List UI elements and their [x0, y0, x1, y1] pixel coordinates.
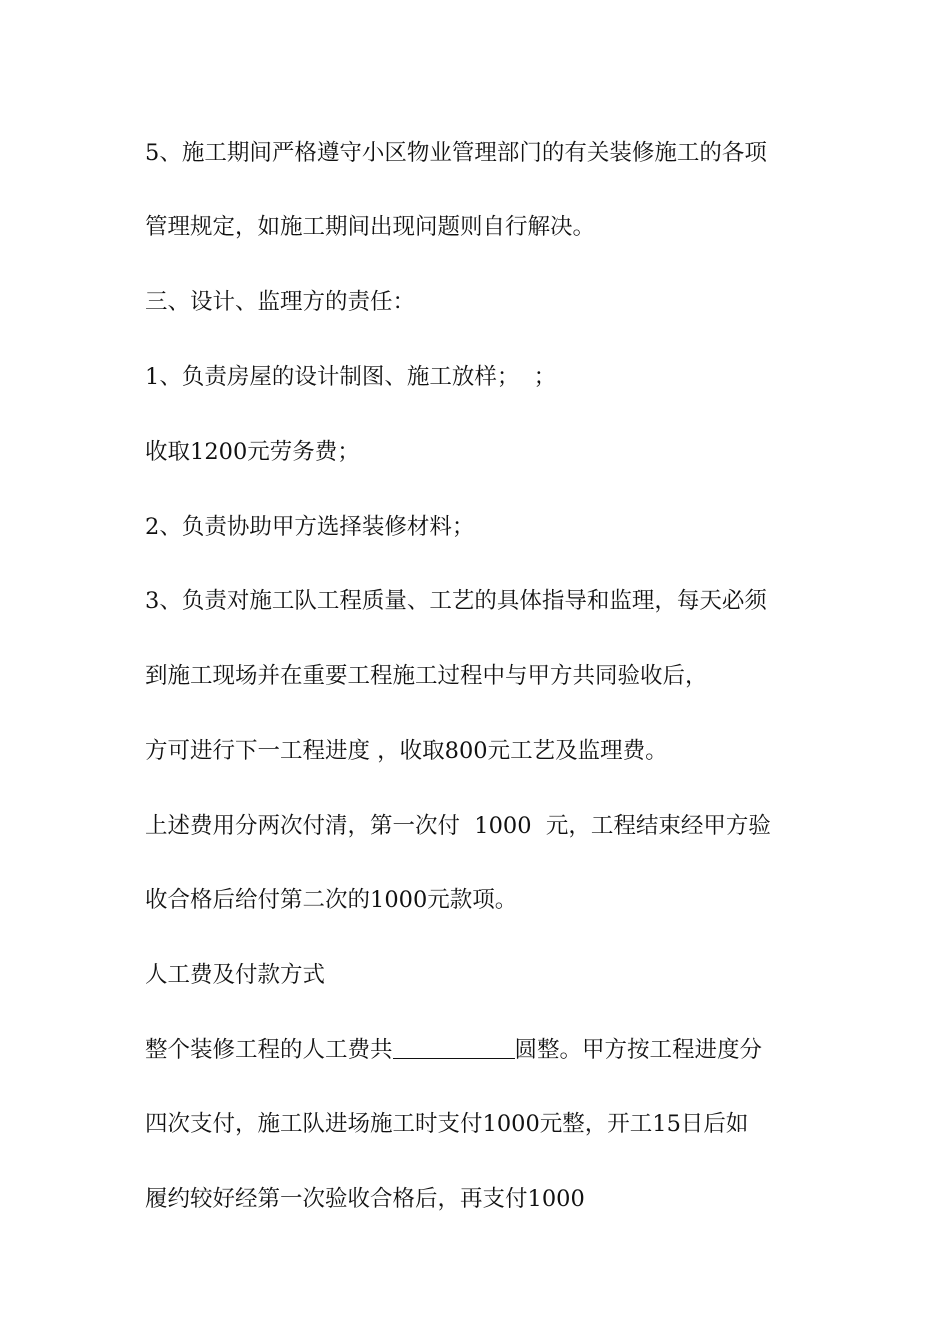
paragraph-line-item-3: 3、负责对施工队工程质量、工艺的具体指导和监理，每天必须	[145, 588, 767, 614]
paragraph-line-payment-terms: 上述费用分两次付清，第一次付 1000 元，工程结束经甲方验	[145, 813, 771, 839]
paragraph-line-item-1: 1、负责房屋的设计制图、施工放样； ；	[145, 364, 557, 390]
section-heading-labor-fee: 人工费及付款方式	[145, 962, 326, 988]
paragraph-line-item-2: 2、负责协助甲方选择装修材料；	[145, 514, 475, 540]
paragraph-line-fee-1200: 收取1200元劳务费；	[145, 439, 360, 465]
labor-total-text-after: 圆整。甲方按工程进度分	[514, 1037, 763, 1063]
paragraph-line-clause-5: 5、施工期间严格遵守小区物业管理部门的有关装修施工的各项	[145, 140, 767, 166]
labor-total-text: 整个装修工程的人工费共	[145, 1037, 393, 1063]
blank-amount-field	[393, 1038, 515, 1059]
section-heading-design-supervision: 三、设计、监理方的责任：	[145, 289, 416, 315]
paragraph-line-second-payment: 履约较好经第一次验收合格后，再支付1000	[145, 1186, 585, 1212]
paragraph-line-labor-total	[145, 1035, 762, 1065]
paragraph-line-clause-5-cont: 管理规定，如施工期间出现问题则自行解决。	[145, 214, 596, 240]
paragraph-line-payment-terms-cont: 收合格后给付第二次的1000元款项。	[145, 887, 518, 913]
paragraph-line-installments: 四次支付，施工队进场施工时支付1000元整，开工15日后如	[145, 1111, 749, 1137]
paragraph-line-item-3-cont: 到施工现场并在重要工程施工过程中与甲方共同验收后，	[145, 663, 708, 689]
paragraph-line-fee-800: 方可进行下一工程进度 ，收取800元工艺及监理费。	[145, 738, 668, 764]
